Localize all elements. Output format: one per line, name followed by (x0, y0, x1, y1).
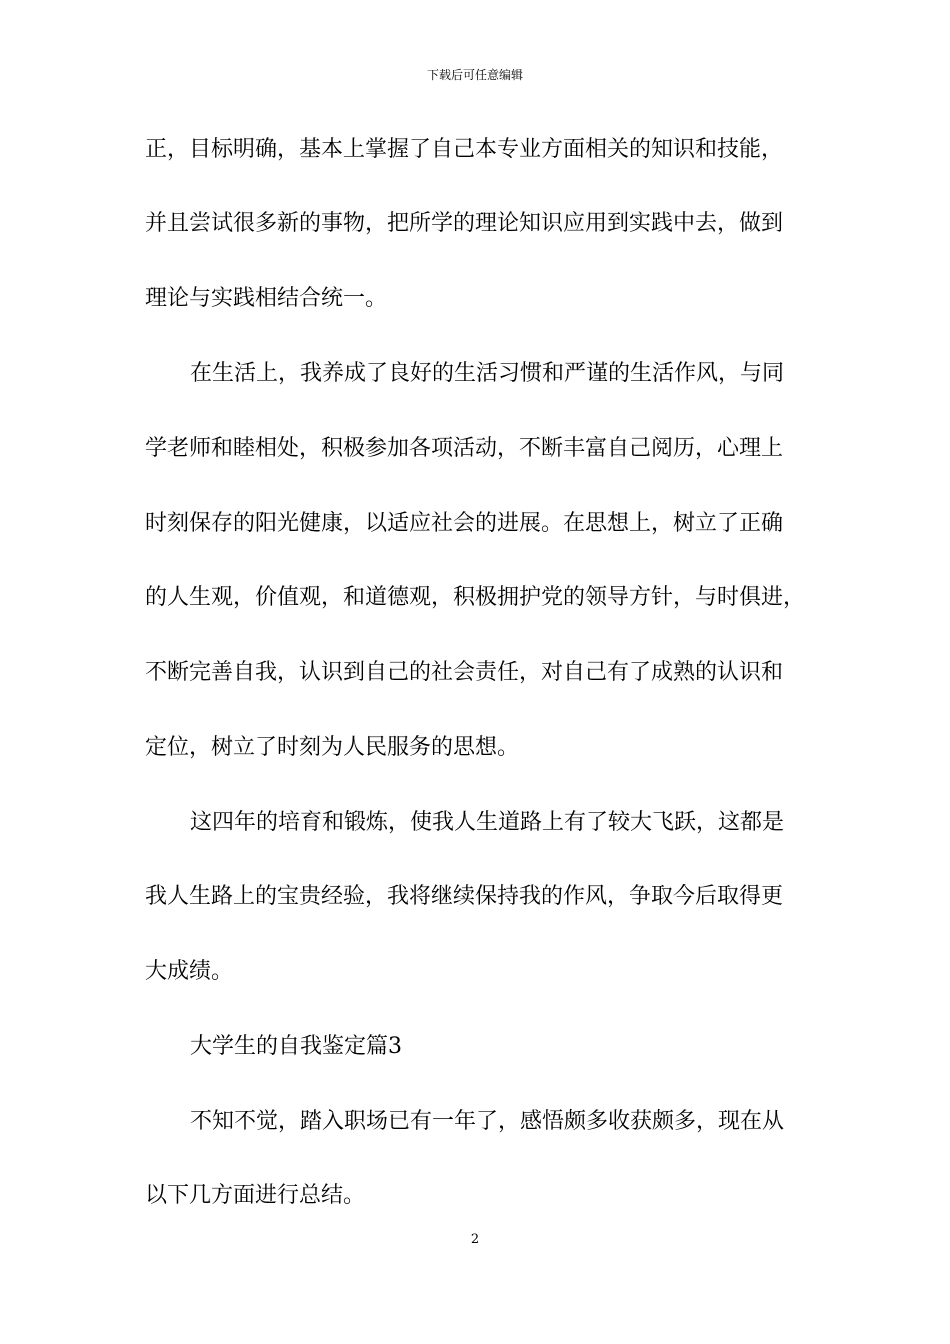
body-line: 大成绩。 (145, 959, 234, 984)
body-line: 并且尝试很多新的事物，把所学的理论知识应用到实践中去，做到 (145, 211, 784, 236)
section-heading: 大学生的自我鉴定篇3 (190, 1034, 402, 1059)
paragraph-start-line: 不知不觉，踏入职场已有一年了，感悟颇多收获颇多，现在从 (190, 1109, 785, 1134)
body-line: 时刻保存的阳光健康，以适应社会的进展。在思想上，树立了正确 (145, 511, 784, 536)
body-line: 理论与实践相结合统一。 (145, 286, 388, 311)
body-line: 学老师和睦相处，积极参加各项活动，不断丰富自己阅历，心理上 (145, 436, 784, 461)
paragraph-start-line: 这四年的培育和锻炼，使我人生道路上有了较大飞跃，这都是 (190, 810, 785, 835)
page-number: 2 (470, 1232, 480, 1247)
body-line: 以下几方面进行总结。 (145, 1183, 366, 1208)
body-line: 我人生路上的宝贵经验，我将继续保持我的作风，争取今后取得更 (145, 884, 784, 909)
paragraph-start-line: 在生活上，我养成了良好的生活习惯和严谨的生活作风，与同 (190, 361, 785, 386)
body-line: 定位，树立了时刻为人民服务的思想。 (145, 735, 520, 760)
body-line: 正，目标明确，基本上掌握了自己本专业方面相关的知识和技能， (145, 137, 784, 162)
body-line: 不断完善自我，认识到自己的社会责任，对自己有了成熟的认识和 (145, 660, 784, 685)
body-line: 的人生观，价值观，和道德观，积极拥护党的领导方针，与时俱进， (145, 585, 806, 610)
page-header: 下载后可任意编辑 (426, 68, 523, 82)
